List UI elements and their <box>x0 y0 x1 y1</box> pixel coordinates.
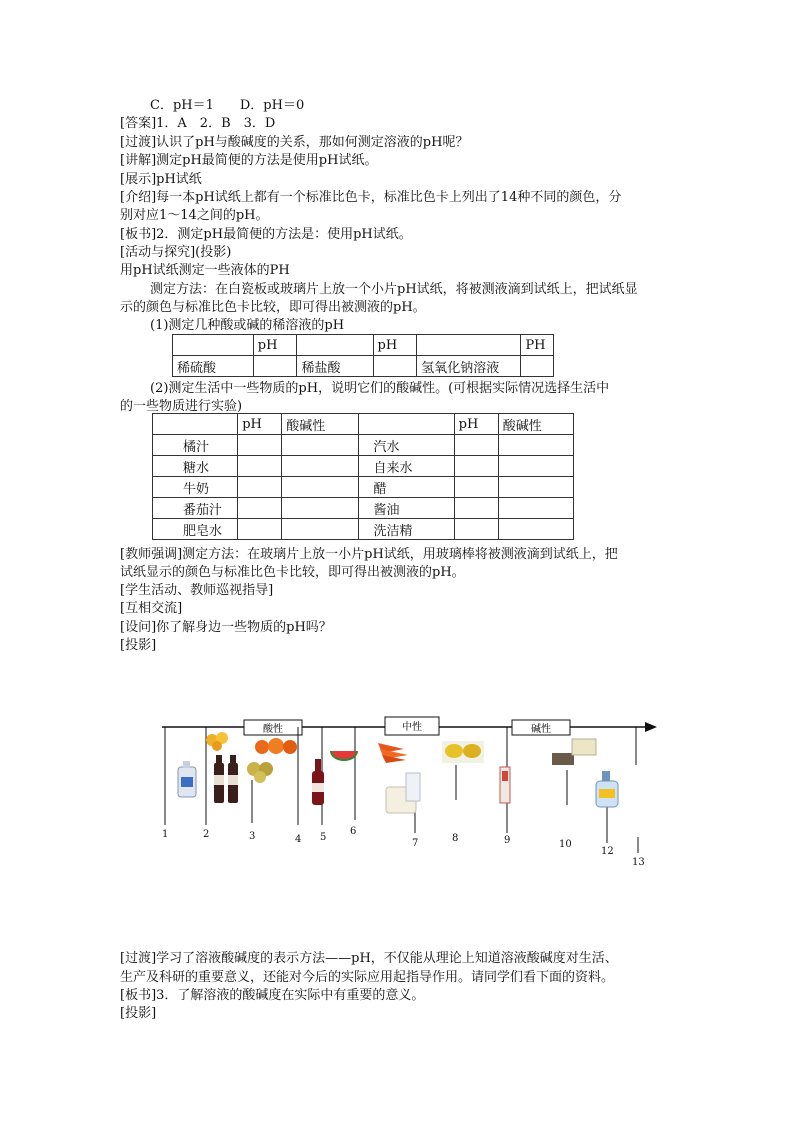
table-row: 番茄汁 酱油 <box>153 498 574 519</box>
neutral-label: 中性 <box>402 722 422 733</box>
table-cell <box>173 335 254 356</box>
pear-icon <box>442 741 484 763</box>
carrots-icon <box>378 743 408 763</box>
board-line: [板书]2．测定pH最简便的方法是：使用pH试纸。 <box>120 227 412 242</box>
table-cell: PH <box>521 335 554 356</box>
soap-icon <box>552 739 596 765</box>
lecture-line: [讲解]测定pH最简便的方法是使用pH试纸。 <box>120 153 378 168</box>
table-row <box>173 335 554 356</box>
tick-label: 6 <box>350 826 357 837</box>
transition-line: [过渡]认识了pH与酸碱度的关系，那如何测定溶液的pH呢？ <box>120 135 469 150</box>
axis-arrow-icon <box>645 722 657 732</box>
options-line: C．pH＝1 D．pH＝0 <box>150 98 305 113</box>
intro-line-2: 别对应1～14之间的pH。 <box>120 208 269 223</box>
tick-label: 5 <box>320 832 327 843</box>
tick-label: 10 <box>559 839 572 850</box>
tick-label: 13 <box>632 857 645 868</box>
tick-label: 3 <box>249 831 256 842</box>
task2-line-1: (2)测定生活中一些物质的pH，说明它们的酸碱性。(可根据实际情况选择生活中 <box>150 381 610 396</box>
acid-base-table <box>172 334 554 377</box>
table-cell <box>153 414 238 435</box>
table-cell <box>373 356 417 377</box>
table-cell: pH <box>373 335 417 356</box>
toothpaste-icon <box>500 767 510 803</box>
student-activity-line: [学生活动、教师巡视指导] <box>120 583 274 598</box>
vinegar-bottles-icon <box>214 755 238 803</box>
activity-line: [活动与探究](投影) <box>120 245 232 260</box>
table-cell: 氢氧化钠溶液 <box>417 356 521 377</box>
transition2-line-2: 生产及科研的重要意义，还能对今后的实际应用起指导作用。请同学们看下面的资料。 <box>120 970 615 985</box>
task2-line-2: 的一些物质进行实验) <box>120 399 243 414</box>
table-cell: 酸碱性 <box>282 414 359 435</box>
method-line-2: 示的颜色与标准比色卡比较，即可得出被测液的pH。 <box>120 300 426 315</box>
base-label: 碱性 <box>531 724 551 735</box>
tick-label: 12 <box>601 846 614 857</box>
transition2-line-1: [过渡]学习了溶液酸碱度的表示方法——pH，不仅能从理论上知道溶液酸碱度对生活、 <box>120 951 618 966</box>
table-row: 肥皂水 洗洁精 <box>153 519 574 540</box>
ph-scale-figure <box>150 705 660 875</box>
apples-icon <box>247 762 273 783</box>
table-cell: pH <box>253 335 297 356</box>
task1-line: (1)测定几种酸或碱的稀溶液的pH <box>150 318 345 333</box>
table-row: 橘汁 汽水 <box>153 435 574 456</box>
answer-line: [答案]1．A 2．B 3．D <box>120 116 276 131</box>
table-cell <box>253 356 297 377</box>
tick-label: 1 <box>162 829 169 840</box>
section-heading: 用pH试纸测定一些液体的PH <box>120 263 290 278</box>
table-row <box>153 414 574 435</box>
table-row <box>173 356 554 377</box>
method-line-1: 测定方法：在白瓷板或玻璃片上放一个小片pH试纸，将被测液滴到试纸上，把试纸显 <box>150 282 638 297</box>
acid-label: 酸性 <box>263 724 283 735</box>
table-row: 糖水 自来水 <box>153 456 574 477</box>
table-row: 牛奶 醋 <box>153 477 574 498</box>
detergent-spray-icon <box>596 771 618 807</box>
emphasis-line-2: 试纸显示的颜色与标准比色卡比较，即可得出被测液的pH。 <box>120 565 465 580</box>
table-cell <box>417 335 521 356</box>
projection-line: [投影] <box>120 638 157 653</box>
show-line: [展示]pH试纸 <box>120 172 202 187</box>
projection2-line: [投影] <box>120 1006 157 1021</box>
question-line: [设问]你了解身边一些物质的pH吗？ <box>120 620 332 635</box>
daily-substances-table <box>152 413 574 540</box>
table-cell: pH <box>454 414 498 435</box>
tick-label: 7 <box>412 838 419 849</box>
exchange-line: [互相交流] <box>120 601 183 616</box>
table-cell <box>521 356 554 377</box>
table-cell: 稀盐酸 <box>297 356 373 377</box>
intro-line-1: [介绍]每一本pH试纸上都有一个标准比色卡，标准比色卡上列出了14种不同的颜色，分 <box>120 190 622 205</box>
tick-label: 2 <box>203 829 210 840</box>
lemon-icon <box>206 732 228 751</box>
oranges-icon <box>255 738 297 754</box>
tick-label: 8 <box>452 833 459 844</box>
table-cell <box>359 414 454 435</box>
table-cell: 酸碱性 <box>498 414 573 435</box>
table-cell <box>297 335 373 356</box>
battery-acid-bottle-icon <box>178 761 196 797</box>
tick-label: 9 <box>504 835 511 846</box>
emphasis-line-1: [教师强调]测定方法：在玻璃片上放一小片pH试纸，用玻璃棒将被测液滴到试纸上，把 <box>120 547 618 562</box>
milk-icon <box>386 773 420 813</box>
table-cell: pH <box>238 414 282 435</box>
board3-line: [板书]3．了解溶液的酸碱度在实际中有重要的意义。 <box>120 988 425 1003</box>
watermelon-icon <box>330 751 358 761</box>
table-cell: 稀硫酸 <box>173 356 254 377</box>
tick-label: 4 <box>295 834 302 845</box>
